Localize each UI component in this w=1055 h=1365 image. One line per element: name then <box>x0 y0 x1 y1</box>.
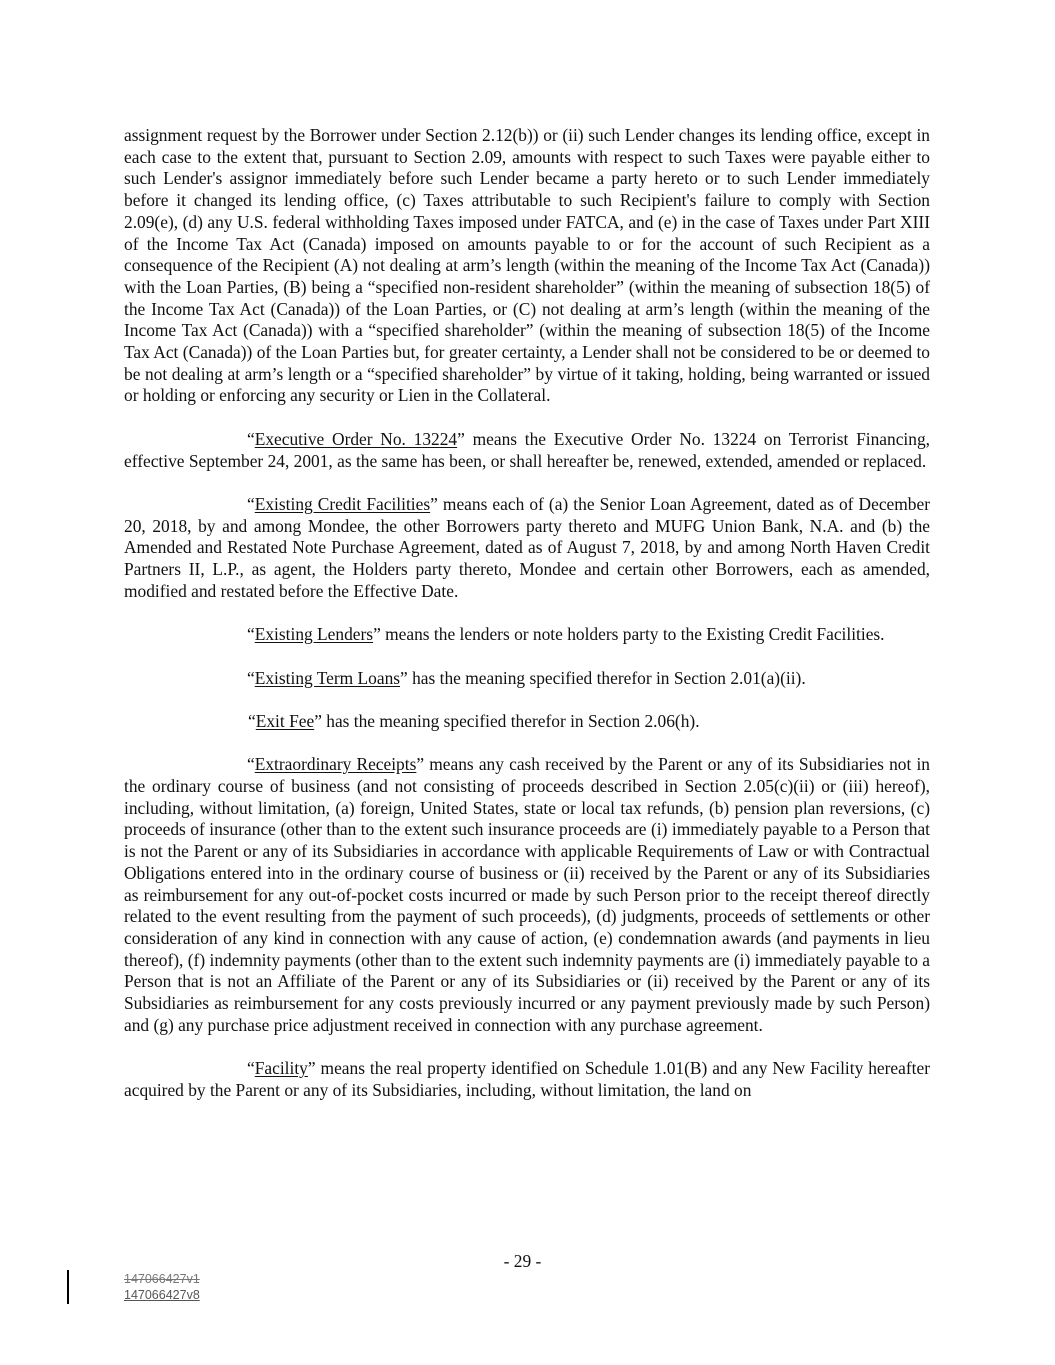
definition-text: ” means each of (a) the Senior Loan Agreement, dated as of December 20, 2018, by and among Mondee, the other Borrowers party thereto and MUFG Union Bank, N.A. and (b) the Amended and Restated Note Purchase Agreement, dated as of August 7, 2018, by and among North Haven Credit Partners II, L.P., as agent, the Holders party thereto, Mondee and certain other Borrowers, each as amended, modified and restated before the Effective Date. <box>124 493 930 601</box>
defined-term: Existing Term Loans <box>254 667 401 688</box>
defined-term: Existing Lenders <box>254 624 374 645</box>
inserted-document-id: 147066427v8 <box>124 1288 200 1302</box>
definition-existing-credit-facilities <box>124 494 930 603</box>
page-number: - 29 - <box>503 1251 542 1271</box>
open-quote: “ <box>248 710 256 731</box>
definition-executive-order <box>124 429 930 472</box>
definition-text: ” means any cash received by the Parent or any of its Subsidiaries not in the ordinary course of business (and not consisting of proceeds described in Section 2.05(c)(ii) or (iii) hereof), including, without limitation, (a) foreign, United States, state or local tax refunds, (b) pension plan reversions, (c) proceeds of insurance (other than to the extent such insurance proceeds are (i) immediately payable to a Person that is not the Parent or any of its Subsidiaries in accordance with applicable Requirements of Law or with Contractual Obligations entered into in the ordinary course of business or (ii) received by the Parent or any of its Subsidiaries as reimbursement for any out-of-pocket costs incurred or made by such Person prior to the receipt thereof directly related to the event resulting from the payment of such proceeds), (d) judgments, proceeds of settlements or other consideration of any kind in connection with any cause of action, (e) condemnation awards (and payments in lieu thereof), (f) indemnity payments (other than to the extent such indemnity payments are (i) immediately payable to a Person that is not an Affiliate of the Parent or any of its Subsidiaries or (ii) received by the Parent or any of its Subsidiaries as reimbursement for any costs previously incurred or any payment previously made by such Person) and (g) any purchase price adjustment received in connection with any purchase agreement. <box>124 754 930 1035</box>
open-quote: “ <box>247 493 255 514</box>
defined-term: Extraordinary Receipts <box>254 754 417 775</box>
definition-facility <box>124 1058 930 1101</box>
defined-term: Exit Fee <box>255 710 315 731</box>
defined-term: Facility <box>254 1058 308 1079</box>
open-quote: “ <box>247 754 255 775</box>
definition-exit-fee <box>124 711 930 733</box>
defined-term: Existing Credit Facilities <box>254 493 431 514</box>
definition-existing-lenders <box>124 624 930 646</box>
defined-term: Executive Order No. 13224 <box>254 428 458 449</box>
open-quote: “ <box>247 667 255 688</box>
revision-change-bar <box>67 1270 69 1304</box>
open-quote: “ <box>247 624 255 645</box>
open-quote: “ <box>247 428 255 449</box>
document-id-block <box>124 1271 200 1303</box>
open-quote: “ <box>247 1058 255 1079</box>
paragraph-excluded-taxes-continued: assignment request by the Borrower under Section 2.12(b)) or (ii) such Lender changes its lending office, except in each case to the extent that, pursuant to Section 2.09, amounts with respect to such Taxes were payable either to such Lender's assignor immediately before such Lender became a party hereto or to such Lender immediately before it changed its lending office, (c) Taxes attributable to such Recipient's failure to comply with Section 2.09(e), (d) any U.S. federal withholding Taxes imposed under FATCA, and (e) in the case of Taxes under Part XIII of the Income Tax Act (Canada) imposed on amounts payable to or for the account of such Recipient as a consequence of the Recipient (A) not dealing at arm’s length (within the meaning of the Income Tax Act (Canada)) with the Loan Parties, (B) being a “specified non-resident shareholder” (within the meaning of subsection 18(5) of the Income Tax Act (Canada)) of the Loan Parties, or (C) not dealing at arm’s length (within the meaning of the Income Tax Act (Canada)) with a “specified shareholder” (within the meaning of subsection 18(5) of the Income Tax Act (Canada)) of the Loan Parties but, for greater certainty, a Lender shall not be considered to be or deemed to be not dealing at arm’s length or a “specified shareholder” by virtue of it taking, holding, being warranted or issued or holding or enforcing any security or Lien in the Collateral. <box>124 125 930 406</box>
document-body <box>124 125 930 1123</box>
definition-extraordinary-receipts <box>124 754 930 1036</box>
definition-text: ” means the lenders or note holders party to the Existing Credit Facilities. <box>373 624 885 645</box>
definition-text: ” means the real property identified on Schedule 1.01(B) and any New Facility hereafter acquired by the Parent or any of its Subsidiaries, including, without limitation, the land on <box>124 1058 930 1100</box>
definition-text: ” has the meaning specified therefor in Section 2.01(a)(ii). <box>400 667 806 688</box>
definition-text: ” means the Executive Order No. 13224 on Terrorist Financing, effective September 24, 2001, as the same has been, or shall hereafter be, renewed, extended, amended or replaced. <box>124 428 930 471</box>
definition-existing-term-loans <box>124 668 930 690</box>
deleted-document-id: 147066427v1 <box>124 1272 200 1286</box>
definition-text: ” has the meaning specified therefor in Section 2.06(h). <box>314 710 700 731</box>
